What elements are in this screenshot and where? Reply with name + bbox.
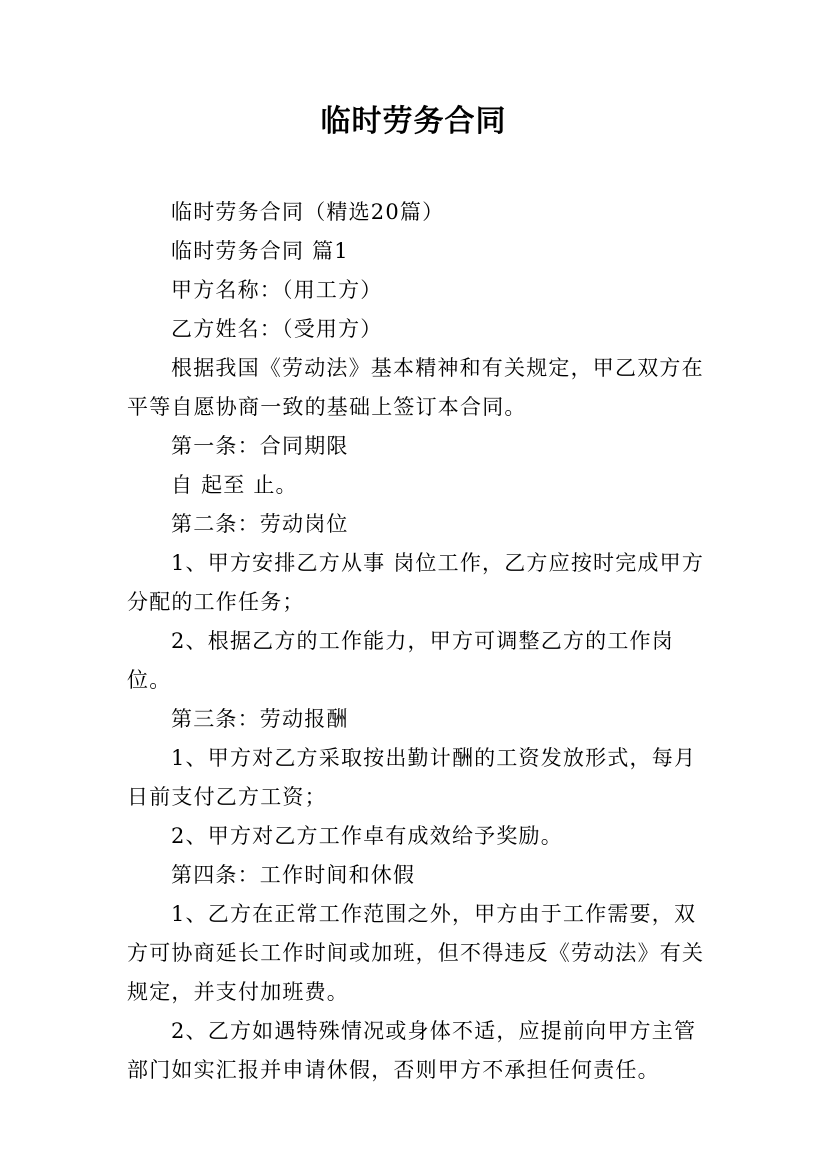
paragraph-article-3-heading: 第三条：劳动报酬 xyxy=(171,707,349,731)
paragraph-article-4-heading: 第四条：工作时间和休假 xyxy=(171,863,416,887)
paragraph-article-3-item-1: 1、甲方对乙方采取按出勤计酬的工资发放形式，每月日前支付乙方工资； xyxy=(127,746,697,809)
document-body xyxy=(127,193,707,1090)
paragraph-article-4-item-1: 1、乙方在正常工作范围之外，甲方由于工作需要，双方可协商延长工作时间或加班，但不得违反《劳动法》有关规定，并支付加班费。 xyxy=(127,902,705,1004)
paragraph-party-b: 乙方姓名：（受用方） xyxy=(171,317,383,341)
paragraph-article-1-heading: 第一条：合同期限 xyxy=(171,434,349,458)
paragraph-section-heading: 临时劳务合同 篇1 xyxy=(171,239,349,263)
paragraph-article-2-item-2: 2、根据乙方的工作能力，甲方可调整乙方的工作岗位。 xyxy=(127,629,674,692)
paragraph-article-4-item-2: 2、乙方如遇特殊情况或身体不适，应提前向甲方主管部门如实汇报并申请休假，否则甲方不承担任何责任。 xyxy=(127,1019,697,1082)
paragraph-party-a: 甲方名称：（用工方） xyxy=(171,278,383,302)
paragraph-collection-title: 临时劳务合同（精选20篇） xyxy=(171,200,445,224)
paragraph-article-2-item-1: 1、甲方安排乙方从事 岗位工作，乙方应按时完成甲方分配的工作任务； xyxy=(127,551,705,614)
paragraph-preamble: 根据我国《劳动法》基本精神和有关规定，甲乙双方在平等自愿协商一致的基础上签订本合同。 xyxy=(127,356,704,419)
paragraph-article-2-heading: 第二条：劳动岗位 xyxy=(171,512,349,536)
paragraph-article-1-term: 自 起至 止。 xyxy=(171,473,298,497)
paragraph-article-3-item-2: 2、甲方对乙方工作卓有成效给予奖励。 xyxy=(171,824,563,848)
document-title: 临时劳务合同 xyxy=(320,104,507,139)
